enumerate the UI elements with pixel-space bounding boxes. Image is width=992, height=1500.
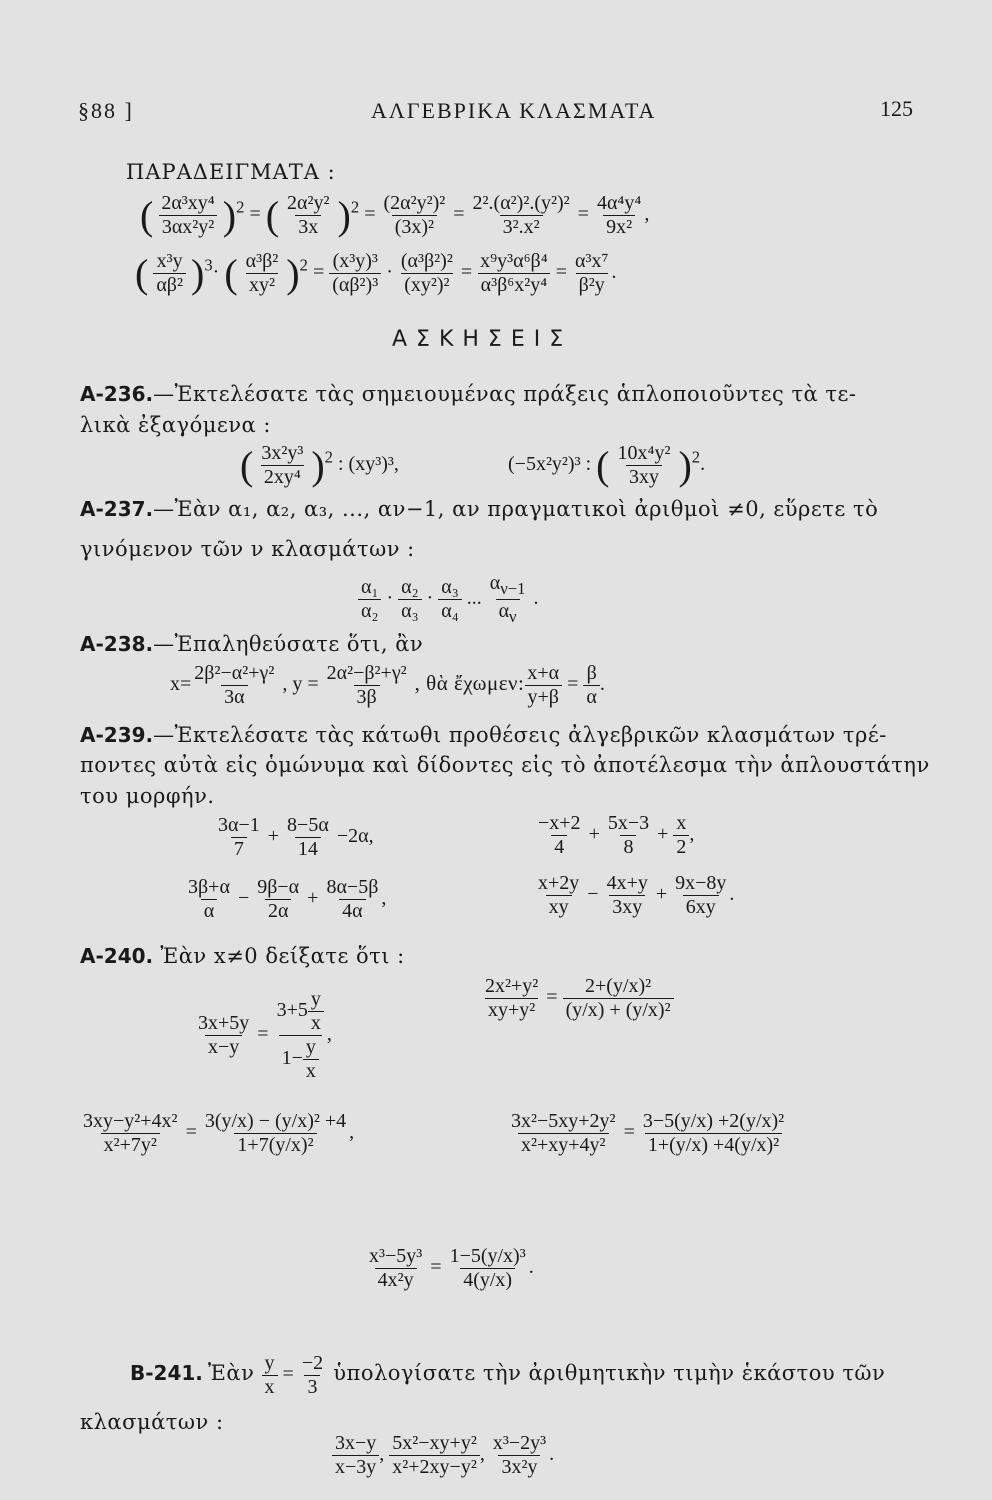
- exercise-label: Α-240.: [80, 944, 154, 968]
- running-title: ΑΛΓΕΒΡΙΚΑ ΚΛΑΣΜΑΤΑ: [371, 98, 657, 123]
- example-1: ( $\frac{\text{2α³xy⁴}}{\text{3αx²y²}}$ )$^2$ = ( $\frac{\text{2α²y²}}{3x}$ )$^2$ = $\frac{\text{(2α²y²)²}}{\text{(3x)²}}$ = $\frac{\text{2².(α²)².(y²)²}}{\text{3².x²}}$ = $\frac{\text{4α⁴y⁴}}{\text{9x²}}$ ,: [140, 192, 650, 238]
- exercise-text-cont: του μορφήν.: [80, 784, 215, 808]
- exercise-text: —Ἐκτελέσατε τὰς σημειουμένας πράξεις ἁπλοποιοῦντες τὰ τε-: [153, 382, 857, 406]
- formula-a238: x= $\frac{\text{2β²−α²+γ²}}{3\alpha}$ , y = $\frac{\text{2α²−β²+γ²}}{3\beta}$ , θὰ ἔχωμεν: $\frac{x+\alpha}{y+\beta}$ = $\frac{\beta}{\alpha}$ .: [170, 662, 605, 708]
- exercise-label: Α-236.: [80, 382, 154, 406]
- formula-a239-4: $\frac{x+2y}{xy}$ − $\frac{4x+y}{3xy}$ + $\frac{9x-8y}{6xy}$ .: [538, 872, 735, 918]
- formula-a239-3: $\frac{3\beta+\alpha}{\alpha}$ − $\frac{9\beta-\alpha}{2\alpha}$ + $\frac{8\alpha-5\beta}{4\alpha}$ ,: [188, 876, 387, 922]
- formula-a240-4: $\frac{\text{3x²−5xy+2y²}}{\text{x²+xy+4y²}}$ = $\frac{\text{3−5(y/x) +2(y/x)²}}{\text{1+(y/x) +4(y/x)²}}$: [511, 1110, 785, 1156]
- exercise-label: Α-237.: [80, 497, 154, 521]
- page-number: 125: [880, 96, 913, 121]
- exercise-text-cont: κλασμάτων :: [80, 1410, 224, 1434]
- formula-b241: $\frac{3x-y}{x-3y}$ , $\frac{\text{5x²−xy+y²}}{\text{x²+2xy−y²}}$ , $\frac{\text{x³−2y³}}{\text{3x²y}}$ .: [332, 1432, 554, 1479]
- formula-a236-1: ( $\frac{\text{3x²y³}}{\text{2xy⁴}}$ )$^2$ : (xy³)³,: [240, 442, 399, 488]
- exercise-label: Α-239.: [80, 723, 154, 747]
- formula-a239-2: $\frac{-x+2}{4}$ + $\frac{5x-3}{8}$ + $\frac{x}{2}$ ,: [538, 812, 695, 858]
- exercise-a240: [80, 944, 405, 968]
- exercise-b241: Β-241. Ἐὰν $\frac{y}{x}$ = $\frac{-2}{3}$ ὑπολογίσατε τὴν ἀριθμητικὴν τιμὴν ἑκάστου τῶν: [130, 1352, 886, 1398]
- exercise-text-cont: ποντες αὐτὰ εἰς ὁμώνυμα καὶ δίδοντες εἰς τὸ ἀποτέλεσμα τὴν ἁπλουστάτην: [80, 753, 930, 777]
- exercises-heading: ΑΣΚΗΣΕΙΣ: [392, 327, 573, 352]
- exercise-a238: [80, 632, 423, 656]
- exercise-text: —Ἐκτελέσατε τὰς κάτωθι προθέσεις ἀλγεβρικῶν κλασμάτων τρέ-: [153, 723, 887, 747]
- formula-a237: $\frac{\text{α₁}}{\text{α₂}}$ · $\frac{\text{α₂}}{\text{α₃}}$ · $\frac{\text{α₃}}{\text{α₄}}$ ... $\frac{\alpha_{\nu-1}}{\alpha_\nu}$ .: [358, 572, 538, 627]
- exercise-a236: [80, 382, 857, 406]
- formula-a240-3: $\frac{\text{3xy−y²+4x²}}{\text{x²+7y²}}$ = $\frac{\text{3(y/x) − (y/x)² +4}}{\text{1+7(y/x)²}}$ ,: [83, 1110, 355, 1156]
- exercise-text-cont: λικὰ ἐξαγόμενα :: [80, 413, 271, 437]
- exercise-label: Α-238.: [80, 632, 154, 656]
- formula-a240-5: $\frac{\text{x³−5y³}}{\text{4x²y}}$ = $\frac{\text{1−5(y/x)³}}{4(y/x)}$ .: [369, 1245, 534, 1291]
- formula-a239-1: $\frac{3\alpha-1}{7}$ + $\frac{8-5\alpha}{14}$ −2α,: [218, 814, 374, 860]
- formula-a240-2: $\frac{\text{2x²+y²}}{\text{xy+y²}}$ = $\frac{\text{2+(y/x)²}}{\text{(y/x) + (y/x)²}}$: [482, 975, 674, 1022]
- exercise-text: —Ἐπαληθεύσατε ὅτι, ἂν: [153, 632, 424, 656]
- formula-a240-1: $\frac{3x+5y}{x-y}$ = 3+5 $\frac{y}{x}$ 1− $\frac{y}{x}$ ,: [198, 988, 332, 1082]
- examples-title: ΠΑΡΑΔΕΙΓΜΑΤΑ :: [126, 160, 336, 184]
- exercise-text: —Ἐὰν α₁, α₂, α₃, ..., αν−1, αν πραγματικοὶ ἀριθμοὶ ≠0, εὕρετε τὸ: [153, 497, 879, 521]
- exercise-a239: [80, 723, 887, 747]
- formula-a236-2: (−5x²y²)³ : ( $\frac{\text{10x⁴y²}}{3xy}$ )$^2$.: [508, 442, 706, 488]
- exercise-text-cont: γινόμενον τῶν ν κλασμάτων :: [80, 537, 415, 561]
- example-2: ( $\frac{\text{x³y}}{\text{αβ²}}$ )$^3$· ( $\frac{\text{α³β²}}{\text{xy²}}$ )$^2$ = $\frac{\text{(x³y)³}}{\text{(αβ²)³}}$ · $\frac{\text{(α³β²)²}}{\text{(xy²)²}}$ = $\frac{\text{x⁹y³α⁶β⁴}}{\text{α³β⁶x²y⁴}}$ = $\frac{\text{α³x⁷}}{\text{β²y}}$ .: [135, 250, 617, 296]
- section-marker: §88 ]: [78, 98, 134, 123]
- exercise-a237: [80, 497, 878, 521]
- exercise-label: Β-241.: [130, 1361, 203, 1385]
- exercise-text: Ἐὰν x≠0 δείξατε ὅτι :: [160, 944, 405, 968]
